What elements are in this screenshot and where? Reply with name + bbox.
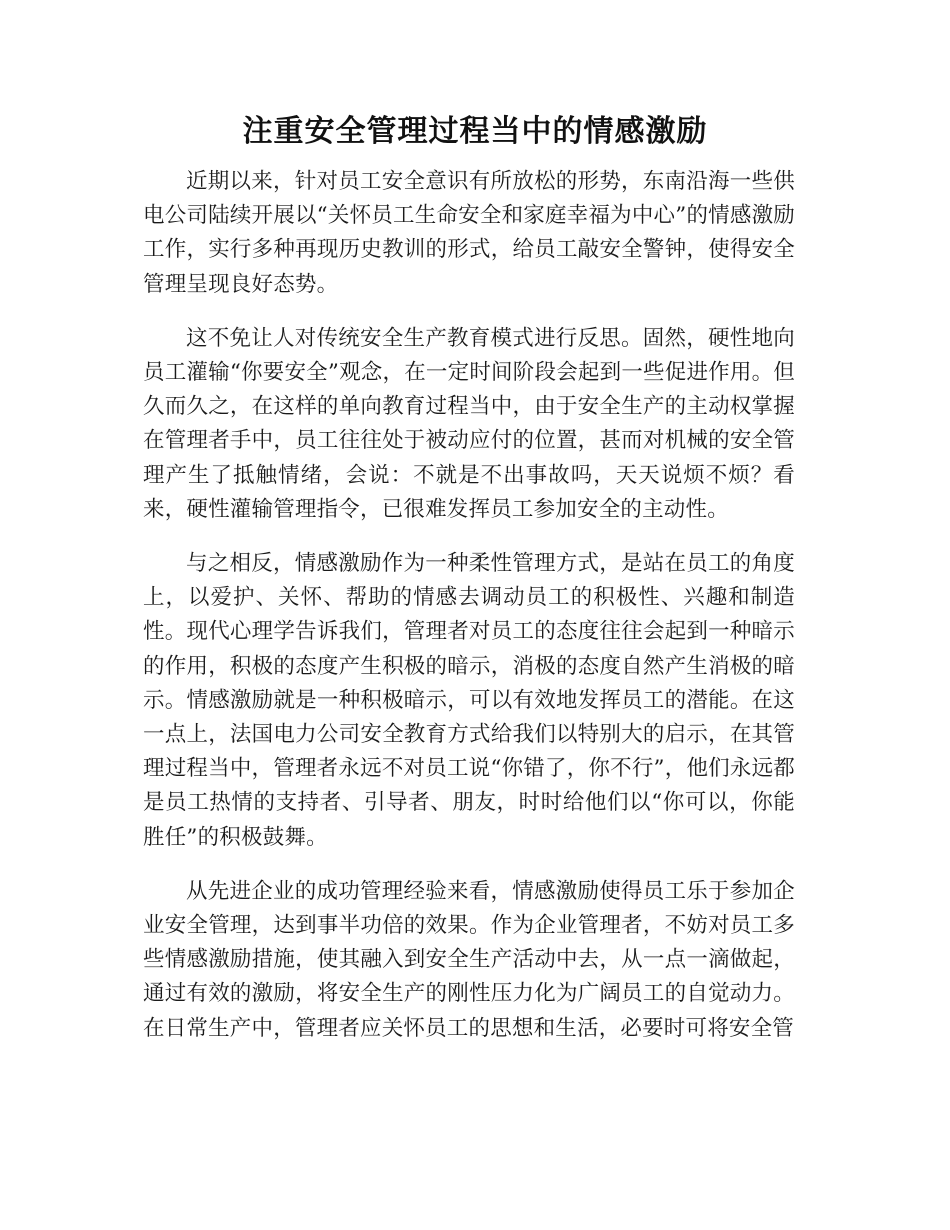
document-title: 注重安全管理过程当中的情感激励	[242, 114, 708, 149]
document-body	[143, 165, 795, 1066]
paragraph-3: 与之相反，情感激励作为一种柔性管理方式，是站在员工的角度上，以爱护、关怀、帮助的情感去调动员工的积极性、兴趣和制造性。现代心理学告诉我们，管理者对员工的态度往往会起到一种暗示的作用，积极的态度产生积极的暗示，消极的态度自然产生消极的暗示。情感激励就是一种积极暗示，可以有效地发挥员工的潜能。在这一点上，法国电力公司安全教育方式给我们以特别大的启示，在其管理过程当中，管理者永远不对员工说“你错了，你不行”，他们永远都是员工热情的支持者、引导者、朋友，时时给他们以“你可以，你能胜任”的积极鼓舞。	[143, 551, 795, 850]
paragraph-4: 从先进企业的成功管理经验来看，情感激励使得员工乐于参加企业安全管理，达到事半功倍的效果。作为企业管理者，不妨对员工多些情感激励措施，使其融入到安全生产活动中去，从一点一滴做起，通过有效的激励，将安全生产的刚性压力化为广阔员工的自觉动力。在日常生产中，管理者应关怀员工的思想和生活，必要时可将安全管	[143, 878, 795, 1041]
paragraph-1: 近期以来，针对员工安全意识有所放松的形势，东南沿海一些供电公司陆续开展以“关怀员工生命安全和家庭幸福为中心”的情感激励工作，实行多种再现历史教训的形式，给员工敲安全警钟，使得安全管理呈现良好态势。	[143, 169, 795, 297]
paragraph-2: 这不免让人对传统安全生产教育模式进行反思。固然，硬性地向员工灌输“你要安全”观念，在一定时间阶段会起到一些促进作用。但久而久之，在这样的单向教育过程当中，由于安全生产的主动权掌握在管理者手中，员工往往处于被动应付的位置，甚而对机械的安全管理产生了抵触情绪，会说：不就是不出事故吗，天天说烦不烦？看来，硬性灌输管理指令，已很难发挥员工参加安全的主动性。	[143, 325, 795, 522]
